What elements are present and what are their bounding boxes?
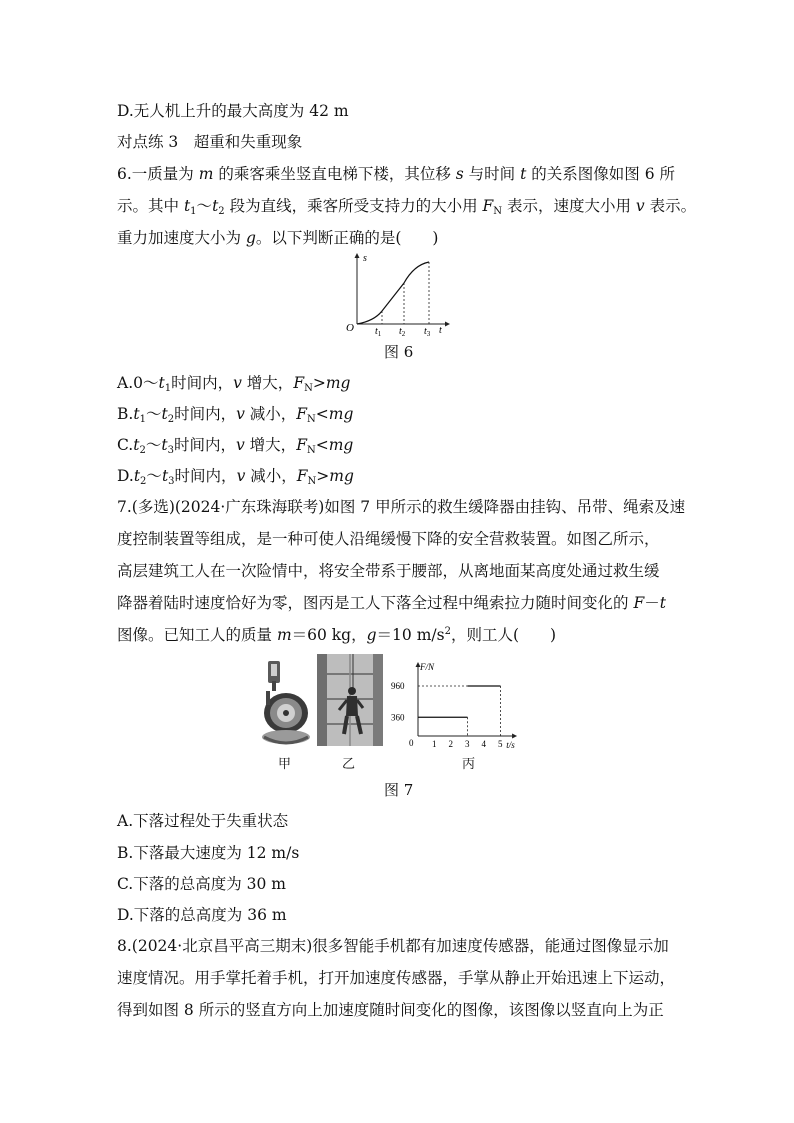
fig7-x-tick-2: 2 [448, 739, 453, 749]
fig6-t1-label: $t_1$ [375, 326, 382, 337]
fig7-y-label: F/N [420, 662, 435, 672]
fig6-t-arrow [445, 322, 450, 327]
q7-text-line3: 高层建筑工人在一次险情中，将安全带系于腰部，从离地面某高度处通过救生缓 [117, 562, 660, 580]
q8-text-line3: 得到如图 8 所示的竖直方向上加速度随时间变化的图像，该图像以竖直向上为正 [117, 1001, 664, 1019]
figure-7-jia-label: 甲 [278, 757, 292, 772]
fig7-x-tick-3: 3 [465, 739, 470, 749]
fig6-curve [357, 262, 429, 324]
q5-option-d: D.无人机上升的最大高度为 42 m [117, 102, 349, 120]
fig7-x-arrow [512, 734, 517, 739]
fig7-y-tick-960: 960 [391, 681, 405, 691]
fig6-s-label: s [363, 253, 367, 264]
q6-text-line3: 重力加速度大小为 g。以下判断正确的是( ) [117, 229, 439, 247]
q7-text-line2: 度控制装置等组成，是一种可使人沿绳缓慢下降的安全营救装置。如图乙所示， [117, 530, 660, 548]
q6-option-c: $C.t_2\sim t_3$时间内，v 增大，$F_N<mg$ [117, 436, 354, 456]
fig6-origin-label: O [346, 322, 354, 334]
fig6-t2-label: $t_2$ [399, 326, 406, 337]
section-title: 对点练 3 超重和失重现象 [117, 133, 303, 151]
q7-text-line5: 图像。已知工人的质量 m＝60 kg，g＝10 $m/s^2$，则工人( ) [117, 626, 557, 644]
q7-option-a: A.下落过程处于失重状态 [117, 812, 289, 830]
fig6-t3-label: $t_3$ [424, 326, 431, 337]
fig7-y-tick-360: 360 [391, 712, 405, 723]
q7-option-c: C.下落的总高度为 30 m [117, 875, 287, 893]
q7-text-line4: 降器着陆时速度恰好为零，图丙是工人下落全过程中绳索拉力随时间变化的 F－t [117, 594, 666, 612]
figure-7-bing-label: 丙 [462, 757, 476, 772]
fig7-x-tick-1: 1 [432, 739, 437, 749]
q7-text-line1: 7.(多选)(2024·广东珠海联考)如图 7 甲所示的救生缓降器由挂钩、吊带、绳索及速 [117, 498, 686, 516]
figure-7-bing-chart [390, 658, 535, 753]
figure-6-caption: 图 6 [384, 343, 414, 361]
figure-6-graph [344, 253, 450, 337]
q7-option-d: D.下落的总高度为 36 m [117, 906, 287, 924]
fig6-s-arrow [355, 253, 360, 258]
fig7-x-tick-5: 5 [498, 739, 503, 749]
q6-option-a: $A.0\sim t_1$时间内，v 增大，$F_N>mg$ [117, 374, 351, 394]
fig7-x-tick-4: 4 [481, 739, 486, 749]
figure-7-caption: 图 7 [384, 781, 414, 799]
q6-text-line1: 6.一质量为 m 的乘客乘坐竖直电梯下楼，其位移 s 与时间 t 的关系图像如图 6 所 [117, 165, 675, 183]
fig7-x-label: t/s [506, 740, 515, 750]
figure-7-jia-descender-image [258, 657, 314, 747]
fig6-t-label: t [439, 325, 442, 336]
q7-option-b: B.下落最大速度为 12 m/s [117, 844, 300, 862]
q8-text-line1: 8.(2024·北京昌平高三期末)很多智能手机都有加速度传感器，能通过图像显示加 [117, 937, 669, 955]
figure-7-yi-worker-image [317, 654, 383, 746]
q6-option-b: $B.t_1\sim t_2$时间内，v 减小，$F_N<mg$ [117, 405, 354, 425]
q6-text-line2: 示。其中 $t_1\sim t_2$ 段为直线，乘客所受支持力的大小用 $F_N$ 表示，速度大小用 v 表示。 [117, 197, 697, 217]
q8-text-line2: 速度情况。用手掌托着手机，打开加速度传感器，手掌从静止开始迅速上下运动， [117, 969, 676, 987]
fig7-origin-label: 0 [409, 738, 414, 748]
q6-option-d: $D.t_2\sim t_3$时间内，v 减小，$F_N>mg$ [117, 467, 354, 487]
figure-7-yi-label: 乙 [342, 757, 356, 772]
